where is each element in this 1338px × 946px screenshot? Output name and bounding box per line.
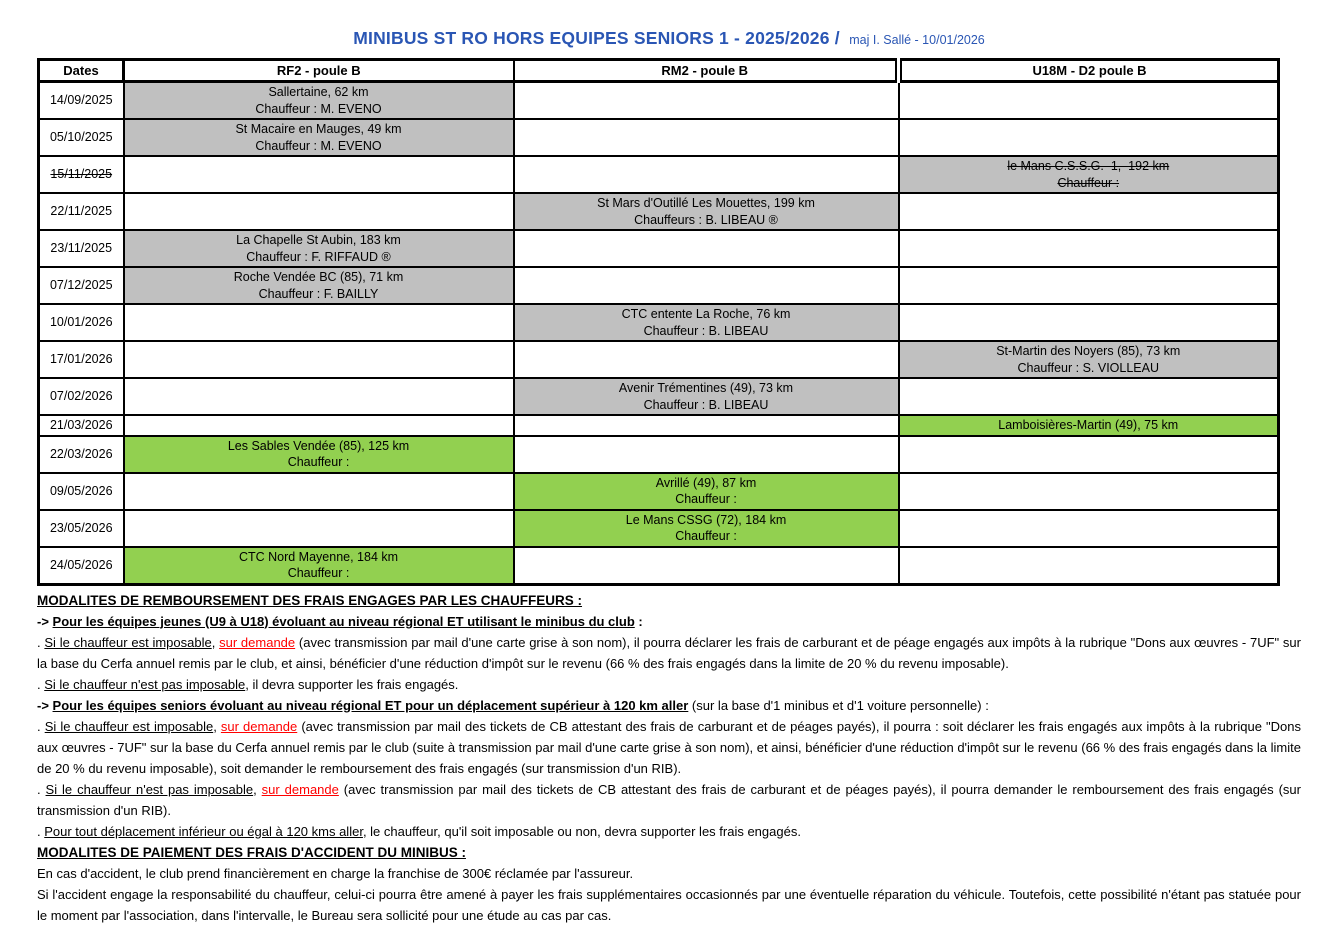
date-cell: 15/11/2025	[39, 156, 124, 193]
note-text-segment: , le chauffeur, qu'il soit imposable ou non, devra supporter les frais engagés.	[362, 823, 801, 839]
rm2-match-cell	[514, 304, 899, 341]
table-row	[39, 304, 1279, 341]
table-row	[39, 267, 1279, 304]
rm2-match-cell	[514, 82, 899, 120]
u18m-match-cell	[899, 341, 1279, 378]
note-text-segment: En cas d'accident, le club prend financièrement en charge la franchise de 300€ réclamée par l'assureur.	[37, 865, 634, 881]
u18m-match-cell	[899, 156, 1279, 193]
cell-text-line: Chauffeur : F. RIFFAUD ®	[246, 249, 391, 264]
rf2-match-cell	[124, 267, 514, 304]
note-text-segment: .	[37, 781, 46, 797]
date-cell: 21/03/2026	[39, 415, 124, 436]
rm2-match-cell	[514, 267, 899, 304]
cell-text-line: Chauffeurs : B. LIBEAU ®	[634, 212, 778, 227]
page-title-main: MINIBUS ST RO HORS EQUIPES SENIORS 1 - 2025/2026 /	[353, 28, 840, 48]
cell-text-line: Chauffeur :	[675, 529, 737, 543]
date-cell: 10/01/2026	[39, 304, 124, 341]
note-text-segment: , il devra supporter les frais engagés.	[245, 676, 459, 692]
table-row	[39, 510, 1279, 547]
note-text-segment: (avec transmission par mail d'une carte grise à son nom), il pourra déclarer les frais de carburant et de péage engagés aux impôts à la rubrique "Dons aux œuvres - 7UF" sur la base du Cerfa annuel remis par le club, et ainsi, bénéficier d'une réduction d'impôt sur le revenu (66 % des frais engagés dans la limite de 20 % du revenu imposable).	[37, 634, 1301, 671]
date-cell: 23/05/2026	[39, 510, 124, 547]
cell-text-line: Les Sables Vendée (85), 125 km	[227, 438, 410, 453]
column-header: RF2 - poule B	[124, 60, 514, 82]
note-text-segment: (avec transmission par mail des tickets de CB attestant des frais de carburant et de péages payés), il pourra : soit déclarer les frais engagés aux impôts à la rubrique "Dons aux œuvres - 7UF" sur la base du Cerfa annuel remis par le club (suite à transmission par mail d'une carte grise à son nom), et ainsi, bénéficier d'une réduction d'impôt sur le revenu (66 % des frais engagés dans la limite de 20 % du revenu imposable), soit demander le remboursement des frais engagés (sur transmission d'un RIB).	[37, 718, 1301, 776]
highlighted-red-text: sur demande	[220, 718, 298, 734]
rf2-match-cell	[124, 415, 514, 436]
highlighted-red-text: sur demande	[261, 781, 339, 797]
note-text-segment: ,	[213, 718, 221, 734]
table-row	[39, 378, 1279, 415]
note-text-segment: .	[37, 718, 45, 734]
cell-text-line: La Chapelle St Aubin, 183 km	[236, 233, 401, 247]
cell-text-line: CTC entente La Roche, 76 km	[621, 307, 791, 321]
rm2-match-cell	[514, 230, 899, 267]
table-row	[39, 547, 1279, 585]
cell-text-line: CTC Nord Mayenne, 184 km	[238, 549, 399, 564]
rm2-match-cell	[514, 378, 899, 415]
u18m-match-cell	[899, 119, 1279, 156]
page-title	[37, 28, 1301, 49]
cell-text-line: Roche Vendée BC (85), 71 km	[233, 270, 404, 284]
cell-text-line: Chauffeur :	[287, 566, 350, 580]
u18m-match-cell	[899, 547, 1279, 585]
note-heading	[37, 695, 1301, 716]
date-cell: 07/02/2026	[39, 378, 124, 415]
note-paragraph	[37, 716, 1301, 779]
cell-text-line: Avrillé (49), 87 km	[655, 475, 757, 490]
rm2-match-cell	[514, 193, 899, 230]
rf2-match-cell	[124, 230, 514, 267]
table-row	[39, 193, 1279, 230]
schedule-table	[37, 58, 1280, 586]
rf2-match-cell	[124, 473, 514, 510]
date-cell: 14/09/2025	[39, 82, 124, 120]
note-text-segment: ,	[211, 634, 220, 650]
cell-text-line: St Macaire en Mauges, 49 km	[235, 122, 402, 136]
header-row	[39, 60, 1279, 82]
date-cell: 07/12/2025	[39, 267, 124, 304]
cell-text-line: Sallertaine, 62 km	[268, 85, 369, 99]
notes-section	[37, 590, 1301, 926]
note-text-segment: Si le chauffeur n'est pas imposable	[45, 781, 254, 797]
u18m-match-cell	[899, 193, 1279, 230]
u18m-match-cell	[899, 378, 1279, 415]
rf2-match-cell	[124, 547, 514, 585]
note-paragraph	[37, 884, 1301, 926]
note-text-segment: .	[37, 634, 45, 650]
rm2-match-cell	[514, 415, 899, 436]
rf2-match-cell	[124, 436, 514, 473]
u18m-match-cell	[899, 436, 1279, 473]
note-heading	[37, 611, 1301, 632]
rm2-match-cell	[514, 547, 899, 585]
table-row	[39, 473, 1279, 510]
rf2-match-cell	[124, 378, 514, 415]
note-text-segment: ->	[37, 613, 53, 629]
highlighted-red-text: sur demande	[219, 634, 296, 650]
page-title-update: maj I. Sallé - 10/01/2026	[849, 33, 985, 47]
table-row	[39, 341, 1279, 378]
table-row	[39, 415, 1279, 436]
rf2-match-cell	[124, 304, 514, 341]
note-paragraph	[37, 632, 1301, 674]
cell-text-line: Chauffeur : F. BAILLY	[258, 286, 379, 301]
cell-text-line: Chauffeur : M. EVENO	[255, 138, 382, 153]
note-text-segment: Si le chauffeur n'est pas imposable	[44, 676, 246, 692]
date-cell: 22/03/2026	[39, 436, 124, 473]
table-row	[39, 436, 1279, 473]
note-text-segment: :	[634, 613, 643, 629]
note-heading	[37, 842, 1301, 863]
column-header: U18M - D2 poule B	[899, 60, 1279, 82]
table-row	[39, 82, 1279, 120]
rm2-match-cell	[514, 341, 899, 378]
cell-text-line: Chauffeur :	[675, 492, 737, 506]
note-text-segment: MODALITES DE PAIEMENT DES FRAIS D'ACCIDENT DU MINIBUS :	[37, 844, 466, 860]
note-text-segment: .	[37, 823, 45, 839]
cell-text-line: Lamboisières-Martin (49), 75 km	[998, 418, 1179, 432]
note-text-segment: Pour les équipes seniors évoluant au niveau régional ET pour un déplacement supérieur à 120 km aller	[52, 697, 689, 713]
u18m-match-cell	[899, 230, 1279, 267]
rf2-match-cell	[124, 341, 514, 378]
rf2-match-cell	[124, 156, 514, 193]
date-cell: 09/05/2026	[39, 473, 124, 510]
table-row	[39, 230, 1279, 267]
cell-text-line: le Mans C.S.S.G. 1, 192 km	[1007, 159, 1170, 173]
note-paragraph	[37, 821, 1301, 842]
cell-text-line: St Mars d'Outillé Les Mouettes, 199 km	[597, 196, 815, 210]
u18m-match-cell	[899, 267, 1279, 304]
note-text-segment: (avec transmission par mail des tickets de CB attestant des frais de carburant et de péages payés), il pourra demander le remboursement des frais engagés (sur transmission d'un RIB).	[37, 781, 1301, 818]
column-header: RM2 - poule B	[514, 60, 899, 82]
date-cell: 17/01/2026	[39, 341, 124, 378]
note-text-segment: Si le chauffeur est imposable	[44, 634, 212, 650]
date-cell: 23/11/2025	[39, 230, 124, 267]
note-text-segment: ->	[37, 697, 53, 713]
note-text-segment: .	[37, 676, 45, 692]
rm2-match-cell	[514, 473, 899, 510]
note-text-segment: Si le chauffeur est imposable	[44, 718, 214, 734]
note-heading	[37, 590, 1301, 611]
note-text-segment: MODALITES DE REMBOURSEMENT DES FRAIS ENGAGES PAR LES CHAUFFEURS :	[37, 592, 583, 608]
rf2-match-cell	[124, 193, 514, 230]
u18m-match-cell	[899, 82, 1279, 120]
u18m-match-cell	[899, 510, 1279, 547]
note-text-segment: (sur la base d'1 minibus et d'1 voiture personnelle) :	[688, 697, 989, 713]
rm2-match-cell	[514, 510, 899, 547]
cell-text-line: Chauffeur :	[287, 455, 350, 469]
cell-text-line: Le Mans CSSG (72), 184 km	[625, 512, 787, 527]
note-text-segment: Pour les équipes jeunes (U9 à U18) évoluant au niveau régional ET utilisant le minibus du club	[52, 613, 635, 629]
note-text-segment: ,	[253, 781, 262, 797]
cell-text-line: Chauffeur : S. VIOLLEAU	[1017, 360, 1159, 375]
date-cell: 05/10/2025	[39, 119, 124, 156]
note-paragraph	[37, 779, 1301, 821]
note-text-segment: Pour tout déplacement inférieur ou égal à 120 kms aller	[44, 823, 363, 839]
cell-text-line: Chauffeur : B. LIBEAU	[643, 397, 769, 412]
u18m-match-cell	[899, 473, 1279, 510]
cell-text-line: Chauffeur :	[1057, 175, 1120, 190]
rm2-match-cell	[514, 436, 899, 473]
rf2-match-cell	[124, 510, 514, 547]
rm2-match-cell	[514, 156, 899, 193]
note-paragraph	[37, 863, 1301, 884]
note-paragraph	[37, 674, 1301, 695]
cell-text-line: Chauffeur : M. EVENO	[255, 101, 382, 116]
table-row	[39, 119, 1279, 156]
date-cell: 24/05/2026	[39, 547, 124, 585]
cell-text-line: Avenir Trémentines (49), 73 km	[618, 381, 794, 395]
rf2-match-cell	[124, 82, 514, 120]
date-cell: 22/11/2025	[39, 193, 124, 230]
rf2-match-cell	[124, 119, 514, 156]
cell-text-line: St-Martin des Noyers (85), 73 km	[996, 344, 1181, 358]
note-text-segment: Si l'accident engage la responsabilité du chauffeur, celui-ci pourra être amené à payer les frais supplémentaires occasionnés par une éventuelle réparation du véhicule. Toutefois, cette possibilité n'étant pas statuée pour le moment par l'association, dans l'intervalle, le Bureau sera sollicité pour une étude au cas par cas.	[37, 886, 1301, 923]
column-header: Dates	[39, 60, 124, 82]
u18m-match-cell	[899, 304, 1279, 341]
table-row	[39, 156, 1279, 193]
cell-text-line: Chauffeur : B. LIBEAU	[643, 323, 769, 338]
u18m-match-cell	[899, 415, 1279, 436]
rm2-match-cell	[514, 119, 899, 156]
